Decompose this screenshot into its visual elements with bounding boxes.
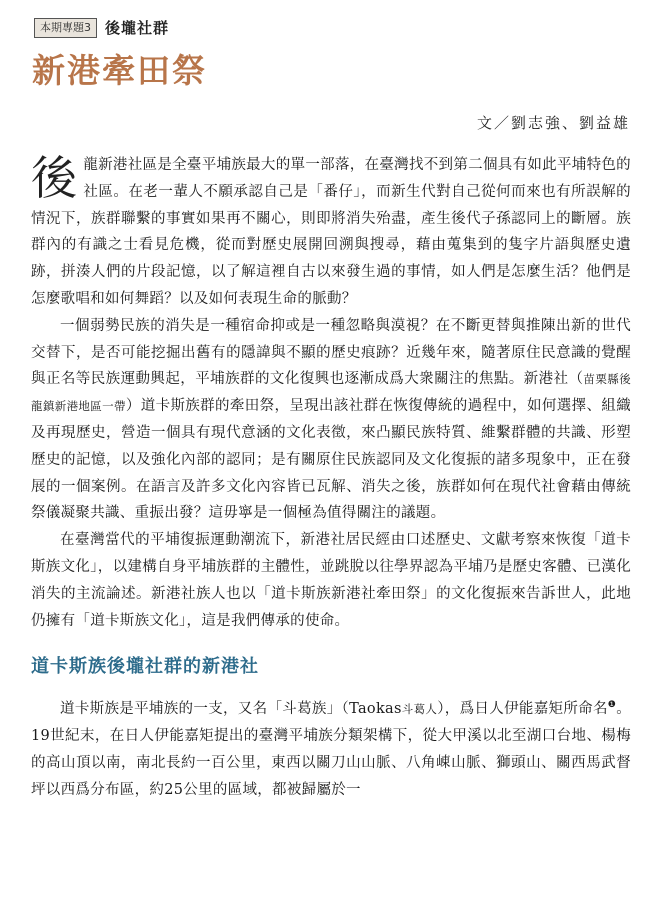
section-heading: 道卡斯族後壠社群的新港社: [31, 656, 259, 678]
taokas-note: 斗葛人: [401, 702, 438, 717]
series-title: 後壠社群: [105, 19, 170, 37]
intro-paragraph-1: [31, 152, 631, 313]
section-paragraph-1-text-c: 。19世紀末，在日人伊能嘉矩提出的臺灣平埔族分類架構下，從大甲溪以北至湖口台地、楊梅的高山頂以南，南北長約一百公里，東西以關刀山山脈、八角崠山脈、獅頭山、關西馬武督坪以西爲分布區，約25公里的區域，都被歸屬於一: [31, 701, 631, 798]
section-paragraph-1: [31, 692, 631, 803]
issue-tag: 本期專題3: [34, 18, 97, 38]
intro-paragraph-2-text-b: ）道卡斯族群的牽田祭，呈現出該社群在恢復傳統的過程中，如何選擇、組織及再現歷史，營造一個具有現代意涵的文化表徵，來凸顯民族特質、維繫群體的共識、形塑歷史的記憶，以及強化內部的認同；是有關原住民族認同及文化復振的諸多現象中，正在發展的一個案例。在語言及許多文化內容皆已瓦解、消失之後，族群如何在現代社會藉由傳統祭儀凝聚共識、重振出發？這毋寧是一個極為值得關注的議題。: [31, 398, 631, 522]
byline: 文／劉志強、劉益雄: [476, 114, 630, 132]
section-paragraph-1-text-a: 道卡斯族是平埔族的一支，又名「斗葛族」（Taokas: [60, 701, 402, 718]
intro-paragraph-1-text: 龍新港社區是全臺平埔族最大的單一部落，在臺灣找不到第二個具有如此平埔特色的社區。在老一輩人不願承認自己是「番仔」，而新生代對自己從何而來也有所誤解的情況下，族群聯繫的事實如果再不關心，則即將消失殆盡，產生後代子孫認同上的斷層。族群內的有識之士看見危機，從而對歷史展開回溯與搜尋，藉由蒐集到的隻字片語與歷史遺跡，拼湊人們的片段記憶，以了解這裡自古以來發生過的事情，如人們是怎麼生活？他們是怎麼歌唱和如何舞蹈？以及如何表現生命的脈動？: [31, 157, 631, 307]
article-title: 新港牽田祭: [32, 51, 207, 90]
intro-paragraph-2: [31, 313, 631, 527]
article-body: [31, 152, 631, 803]
section-paragraph-1-text-b: ），爲日人伊能嘉矩所命名: [437, 701, 608, 718]
article-header: [34, 17, 169, 38]
drop-cap: 後: [31, 151, 78, 205]
intro-paragraph-2-text-a: 一個弱勢民族的消失是一種宿命抑或是一種忽略與漠視？在不斷更替與推陳出新的世代交替下，是否可能挖掘出舊有的隱諱與不顯的歷史痕跡？近幾年來，隨著原住民意識的覺醒與正名等民族運動興起，平埔族群的文化復興也逐漸成爲大衆關注的焦點。新港社（: [31, 317, 631, 388]
location-note: 苗栗縣後龍鎮新港地區一帶: [31, 372, 631, 414]
intro-paragraph-3: 在臺灣當代的平埔復振運動潮流下，新港社居民經由口述歷史、文獻考察來恢復「道卡斯族文化」，以建構自身平埔族群的主體性，並跳脫以往學界認為平埔乃是歷史客體、已漢化消失的主流論述。新港社族人也以「道卡斯族新港社牽田祭」的文化復振來告訴世人，此地仍擁有「道卡斯族文化」，這是我們傳承的使命。: [31, 532, 631, 629]
footnote-marker[interactable]: ❶: [607, 700, 617, 711]
